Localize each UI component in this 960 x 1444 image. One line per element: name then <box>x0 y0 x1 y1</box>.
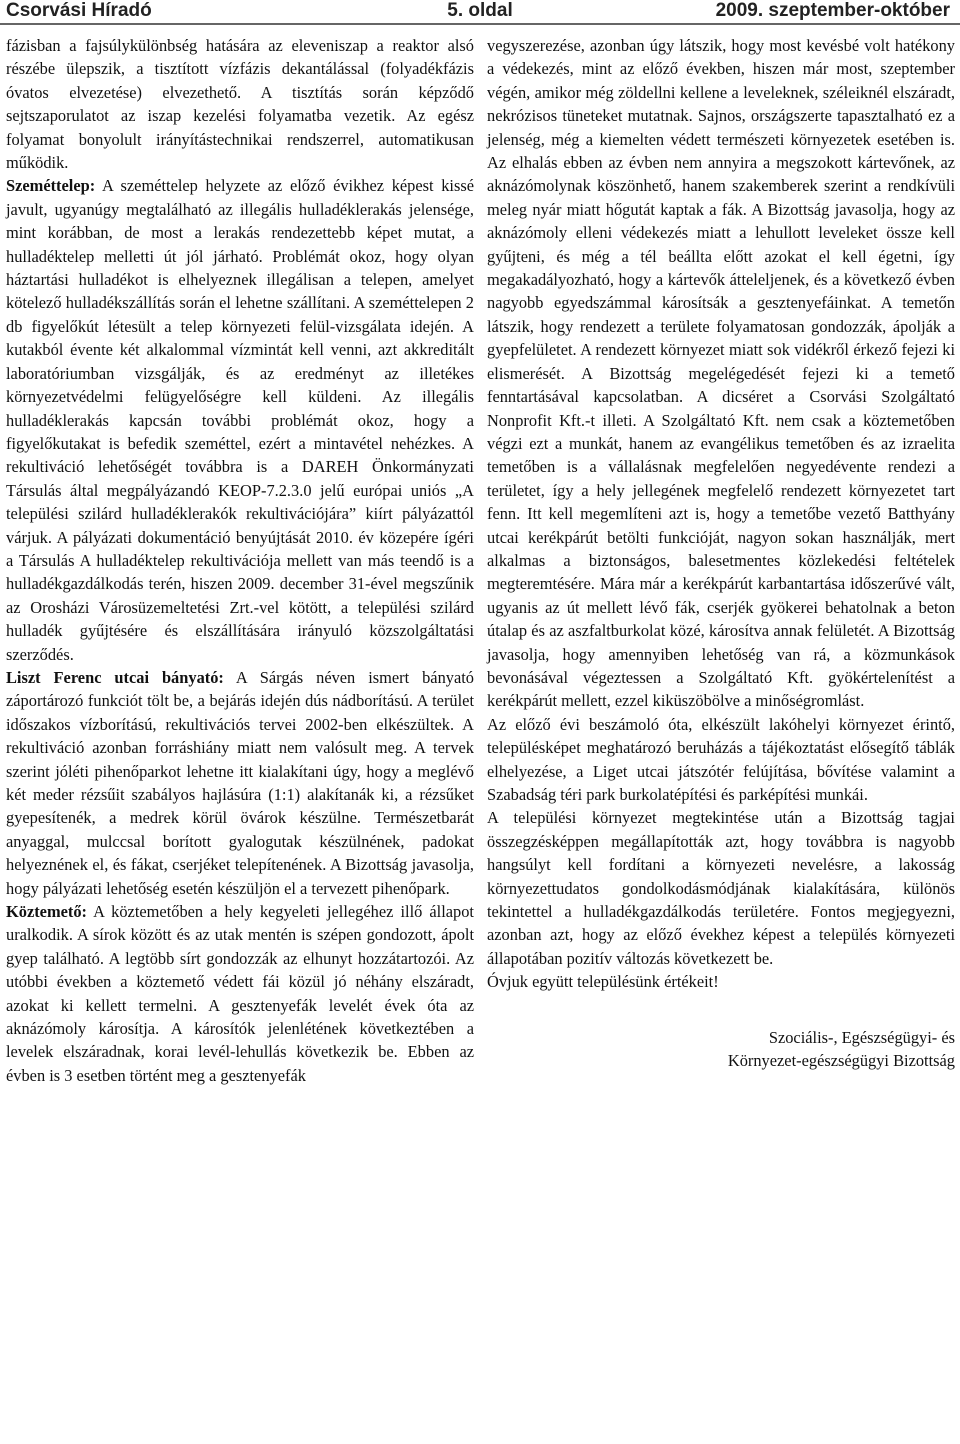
section-lead-quarry-lake: Liszt Ferenc utcai bányató: <box>6 667 224 687</box>
newspaper-title: Csorvási Híradó <box>6 0 152 21</box>
issue-date: 2009. szeptember-október <box>715 0 950 21</box>
paragraph-wastewater: fázisban a fajsúlykülönbség hatására az eleveniszap a reaktor alsó részébe ülepszik, a tisztított vízfázis dekantálással (folyadékfázis óvatos elvezetése) elvezethető. A tisztítás során képződő sejtszaporulatot az iszap kezelési folyamatba vezetik. Az egész folyamat bonyolult irányítástechnikai rendszerrel, automatikusan működik. <box>6 36 474 173</box>
signature <box>487 1026 955 1073</box>
paragraph-cemetery-text: A köztemetőben a hely kegyeleti jellegéhez illő állapot uralkodik. A sírok között és az utak mentén is szépen gondozott, ápolt gyep található. A legtöbb sírt gondozzák az elhunyt hozzátartozói. Az utóbbi években a köztemető védett fái közül jó néhány elszáradt, azokat ki kellett termelni. A gesztenyefák levelét évek óta az aknázómoly károsítja. A károsítók jelenlétének következtében a levelek elszáradnak, korai levél-lehullás következik be. Ebben az évben is 3 esetben történt meg a gesztenyefák <box>6 902 474 1085</box>
paragraph-landfill-text: A szeméttelep helyzete az előző évikhez képest kissé javult, ugyanúgy megtalálható az illegális hulladéklerakás jelensége, mint korábban, de most a lerakás rendezettebb képet mutat, a hulladéktelep melletti út jól járható. Problémát okoz, hogy olyan háztartási hulladékot is elhelyeznek illegálisan a telepen, amelyet kötelező hulladékszállítás során el lehetne szállítani. A szeméttelepen 2 db figyelőkút létesült a telep környezeti felül-vizsgálata idején. A kutakból évente két alkalommal vízmintát kell venni, azt akkreditált laboratóriumban vizsgálják, és az eredményt az illetékes környezetvédelmi felügyelőségre kell küldeni. Az illegális hulladéklerakás kapcsán további problémát okoz, hogy a figyelőkutakat is befedik szeméttel, ezért a mintavétel nehézkes. A rekultiváció lehetőségét továbbra is a DAREH Önkormányzati Társulás által megpályázandó KEOP-7.2.3.0 jelű európai uniós „A települési szilárd hulladéklerakók rekultivációjára” kiírt pályázattól várjuk. A pályázati dokumentáció benyújtását 2010. év közepére ígéri a Társulás A hulladéktelep rekultivációja mellett van más teendő is a hulladékgazdálkodás terén, hiszen 2009. december 31-ével megszűnik az Orosházi Városüzemeltetési Zrt.-vel kötött, a települési szilárd hulladék gyűjtésére és elszállítására irányuló közszolgáltatási szerződés. <box>6 176 474 664</box>
section-lead-landfill: Szeméttelep: <box>6 176 96 196</box>
paragraph-chestnut-trees: vegyszerezése, azonban úgy látszik, hogy most kevésbé volt hatékony a védekezés, mint az előző években, hiszen már most, szeptember végén, amikor még zöldellni kellene a leveleknek, széleiknél elszáradt, nekrózisos tüneteket mutatnak. Sajnos, országszerte tapasztalható ez a jelenség, még a kiemelten védett természeti környezetek esetében is. Az elhalás ebben az évben nem annyira a megszokott kártevőnek, az aknázómolynak köszönhető, hanem szakemberek szerint a rendkívüli meleg nyár miatt hőgutát kaptak a fák. A Bizottság javasolja, hogy az aknázómoly elleni védekezés miatt a lehullott leveleket össze kell gyűjteni, és még a tél beállta előtt azokat el kell égetni, így megakadályozható, hogy a kártevők átteleljenek, és a következő évben nagyobb egyedszámmal károsítsák a gesztenyefáinkat. A temetőn látszik, hogy rendezett a területe folyamatosan gondozzák, ápolják a gyepfelületet. A rendezett környezet miatt sok vidékről érkező fejezi ki elismerését. A Bizottság megelégedését fejezi ki a temető fenntartásával kapcsolatban. A dicséret a Csorvási Szolgáltató Nonprofit Kft.-t illeti. A Szolgáltató Kft. nem csak a köztemetőben végzi ezt a munkát, hanem az evangélikus temetőben és az izraelita temetőben is a vállalásnak megfelelően negyedévente rendezi a területet, így a hely jellegének megfelelő rendezett környezetet tart fenn. Itt kell megemlíteni azt is, hogy a temetőbe vezető Batthyány utcai kerékpárút betölti funkcióját, nagyon sokan használják, mert alkalmas a biztonságos, balesetmentes közlekedési feltételek megteremtésére. Mára már a kerékpárút karbantartása időszerűvé vált, ugyanis az út mellett lévő fák, cserjék gyökerei behatolnak a beton útalap és az aszfaltburkolat közé, károsítva annak felületét. A Bizottság javasolja, hogy amennyiben lehetőség van rá, a közmunkások bevonásával végeztessen a Szolgáltató Kft. gyökértelenítést a kerékpárút mellett, ezzel kiküszöbölve a minőségromlást. <box>487 36 955 711</box>
paragraph-summary: A települési környezet megtekintése után a Bizottság tagjai összegzésképpen megállapították azt, hogy továbbra is nagyobb hangsúlyt kell fordítani a környezeti nevelésre, a lakosság környezettudatos gondolkodásmódjának kialakítására, különös tekintettel a hulladékgazdálkodás területére. Fontos megjegyezni, azonban azt, hogy az előző évekhez képest a település környezeti állapotában pozitív változás következett be. <box>487 808 955 968</box>
paragraph-investments: Az előző évi beszámoló óta, elkészült lakóhelyi környezet érintő, településképet meghatározó beruházás a tájékoztatást elősegítő táblák elhelyezése, a Liget utcai játszótér felújítása, bővítése valamint a Szabadság téri park burkolatépítési és parképítési munkái. <box>487 714 955 804</box>
signature-line-2: Környezet-egészségügyi Bizottság <box>727 1051 955 1071</box>
header-rule <box>0 23 960 25</box>
section-lead-cemetery: Köztemető: <box>6 902 87 922</box>
left-column <box>6 34 474 1087</box>
right-column <box>487 34 955 1072</box>
paragraph-quarry-lake <box>6 666 474 900</box>
paragraph-quarry-lake-text: A Sárgás néven ismert bányató záportározó funkciót tölt be, a bejárás idején dús nádborítású. A terület időszakos vízborítású, rekultivációs tervei 2002-ben elkészültek. A rekultiváció azonban forráshiány miatt nem valósult meg. A tervek szerint jóléti pihenőparkot lehetne itt kialakítani úgy, hogy a meglévő két meder rézsűit szabályos hajlásúra (1:1) alakítanák ki, a rézsűket gyepesítenék, a medrek körül övárok készülne. Természetbarát anyaggal, mulccsal borított gyalogutak készülnének, padokat helyeznének el, és fákat, cserjéket telepítenének. A Bizottság javasolja, hogy pályázati lehetőség esetén készüljön el a tervezett pihenőpark. <box>6 667 474 898</box>
page-number: 5. oldal <box>447 0 513 21</box>
paragraph-closing: Óvjuk együtt településünk értékeit! <box>487 972 719 992</box>
paragraph-landfill <box>6 174 474 666</box>
paragraph-cemetery <box>6 900 474 1087</box>
signature-line-1: Szociális-, Egészségügyi- és <box>768 1027 955 1047</box>
